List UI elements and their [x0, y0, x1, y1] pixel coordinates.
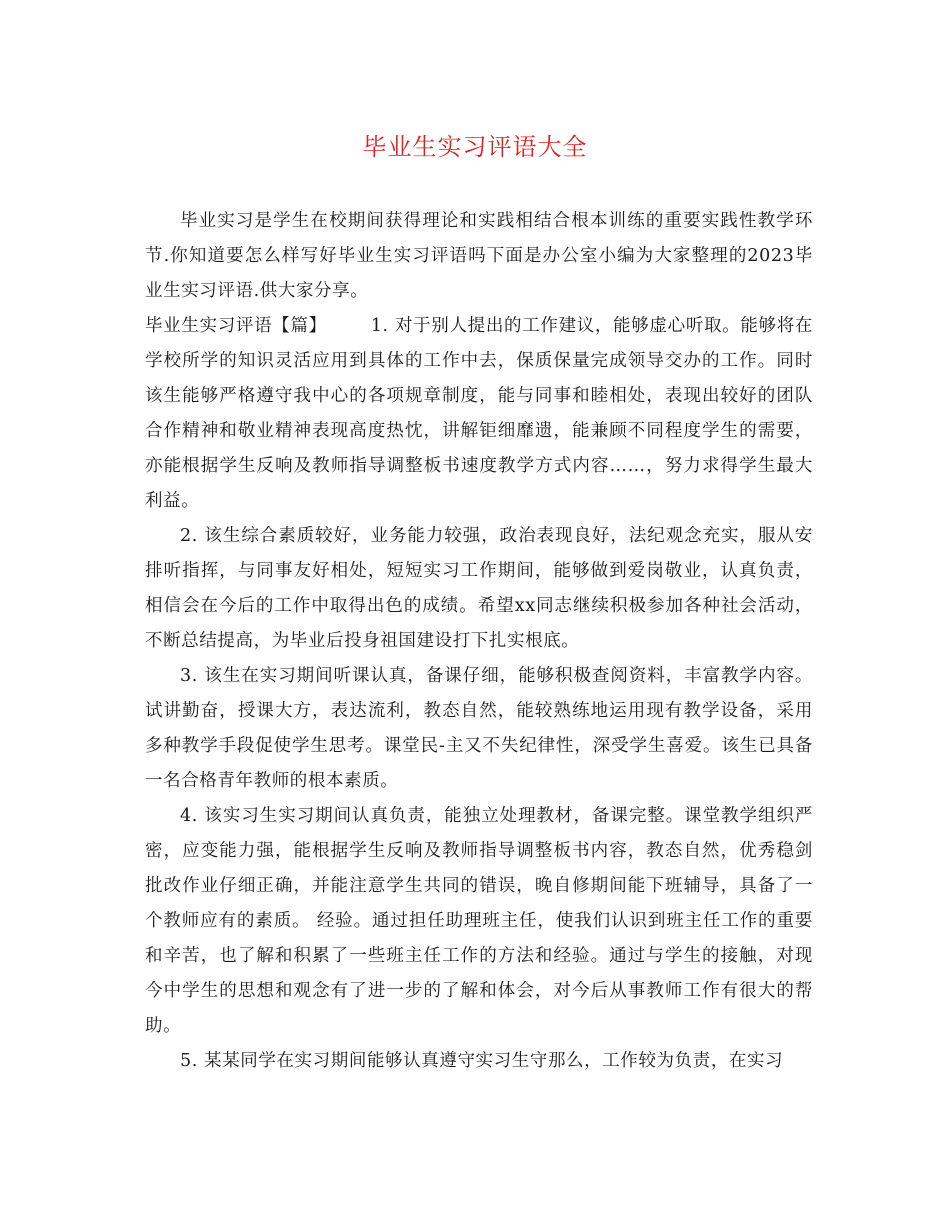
document-title: 毕业生实习评语大全	[362, 133, 588, 161]
intro-paragraph: 毕业实习是学生在校期间获得理论和实践相结合根本训练的重要实践性教学环节.你知道要怎么样写好毕业生实习评语吗下面是办公室小编为大家整理的2023毕业生实习评语.供大家分享。	[145, 211, 813, 301]
first-item-paragraph	[145, 309, 813, 519]
list-item: 2. 该生综合素质较好，业务能力较强，政治表现良好，法纪观念充实，服从安排听指挥，与同事友好相处，短短实习工作期间，能够做到爱岗敬业，认真负责，相信会在今后的工作中取得出色的成绩。希望xx同志继续积极参加各种社会活动，不断总结提高，为毕业后投身祖国建设打下扎实根底。	[145, 526, 813, 651]
list-item: 3. 该生在实习期间听课认真，备课仔细，能够积极查阅资料，丰富教学内容。试讲勤奋，授课大方，表达流利，教态自然，能较熟练地运用现有教学设备，采用多种教学手段促使学生思考。课堂民-主又不失纪律性，深受学生喜爱。该生已具备一名合格青年教师的根本素质。	[145, 666, 813, 791]
section-heading: 毕业生实习评语【篇】	[145, 316, 327, 336]
document-body	[145, 204, 813, 1079]
list-item: 4. 该实习生实习期间认真负责，能独立处理教材，备课完整。课堂教学组织严密，应变能力强，能根据学生反响及教师指导调整板书内容，教态自然，优秀稳剑批改作业仔细正确，并能注意学生共同的错误，晚自修期间能下班辅导，具备了一个教师应有的素质。 经验。通过担任助理班主任，使我们认识到班主任工作的重要和辛苦，也了解和积累了一些班主任工作的方法和经验。通过与学生的接触，对现今中学生的思想和观念有了进一步的了解和体会，对今后从事教师工作有很大的帮助。	[145, 806, 813, 1036]
list-item: 1. 对于别人提出的工作建议，能够虚心听取。能够将在学校所学的知识灵活应用到具体的工作中去，保质保量完成领导交办的工作。同时该生能够严格遵守我中心的各项规章制度，能与同事和睦相处，表现出较好的团队合作精神和敬业精神表现高度热忱，讲解钜细靡遗，能兼顾不同程度学生的需要，亦能根据学生反响及教师指导调整板书速度教学方式内容……，努力求得学生最大利益。	[145, 316, 814, 511]
list-item: 5. 某某同学在实习期间能够认真遵守实习生守那么，工作较为负责，在实习	[180, 1051, 784, 1071]
